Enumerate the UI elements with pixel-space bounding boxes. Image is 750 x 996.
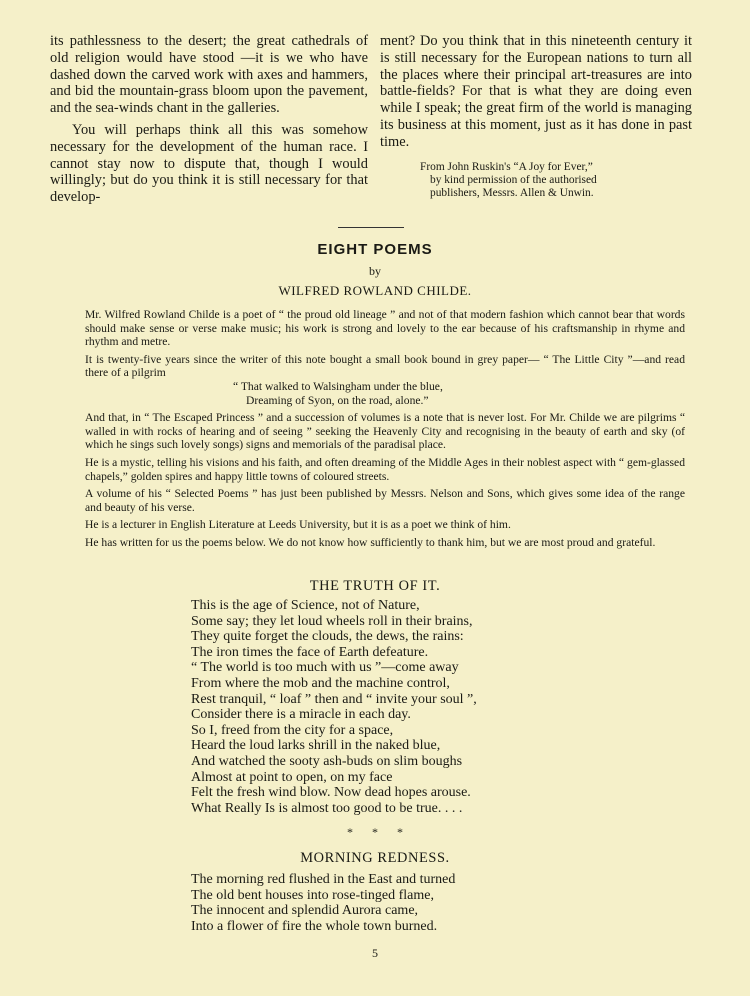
poem-line: Some say; they let loud wheels roll in their brains, [191, 613, 473, 629]
poem-title: THE TRUTH OF IT. [309, 578, 441, 594]
poem-line: So I, freed from the city for a space, [191, 722, 394, 738]
attribution-line: publishers, Messrs. Allen & Unwin. [430, 187, 594, 200]
intro-paragraph: And that, in “ The Escaped Princess ” and a succession of volumes is a note that is never lost. For Mr. Childe we are pilgrims “ walled in with rocks of hearing and of seeing ” seeking the Heavenly City and recognising in the beauty of earth and sky (of which he sings such lovely songs) signs and memorials of the paradisal place. [85, 411, 685, 452]
quote-line: Dreaming of Syon, on the road, alone.” [246, 393, 429, 407]
poem-line: They quite forget the clouds, the dews, the rains: [191, 629, 464, 645]
poem-line: And watched the sooty ash-buds on slim boughs [191, 753, 463, 769]
ruskin-paragraph: ment? Do you think that in this nineteenth century it is still necessary for the European nations to turn all the places where their principal art-treasures are into battle-fields? For that is what they are doing even while I speak; the great firm of the world is managing its business at this moment, just as it has done in past time. [380, 33, 692, 150]
section-title: EIGHT POEMS [317, 241, 433, 258]
poem-line: The innocent and splendid Aurora came, [191, 903, 419, 919]
poem-line: “ The world is too much with us ”—come away [191, 660, 459, 676]
poem-line: The old bent houses into rose-tinged flame, [191, 887, 434, 903]
poem-line: Rest tranquil, “ loaf ” then and “ invite your soul ”, [191, 691, 477, 707]
intro-paragraph: A volume of his “ Selected Poems ” has just been published by Messrs. Nelson and Sons, which gives some idea of the range and beauty of his verse. [85, 487, 685, 514]
ruskin-left-column [50, 33, 368, 206]
poem-body [191, 598, 611, 816]
poem-line: The iron times the face of Earth defeature. [191, 644, 429, 660]
poem-line: From where the mob and the machine control, [191, 675, 450, 691]
poem-line: What Really Is is almost too good to be true. . . . [191, 800, 463, 816]
intro-paragraph: He has written for us the poems below. We do not know how sufficiently to thank him, but we are most proud and grateful. [85, 535, 656, 549]
attribution-line: From John Ruskin's “A Joy for Ever,” [420, 160, 593, 173]
intro-quote [85, 380, 685, 407]
ruskin-paragraph: You will perhaps think all this was somehow necessary for the development of the human race. I cannot stay now to dispute that, though I would willingly; but do you think it is still necessary for that develop- [50, 121, 368, 206]
ruskin-right-column [380, 33, 692, 201]
author-name: WILFRED ROWLAND CHILDE. [278, 283, 472, 298]
poem-line: Into a flower of fire the whole town burned. [191, 918, 438, 934]
intro-paragraph: He is a mystic, telling his visions and his faith, and often dreaming of the Middle Ages in their noblest aspect with “ gem-glassed chapels,” golden spires and happy little towns of coloured streets. [85, 455, 685, 483]
quote-line: “ That walked to Walsingham under the blue, [233, 379, 443, 393]
poem-body [191, 872, 611, 934]
poem-line: The morning red flushed in the East and turned [191, 872, 456, 887]
intro-paragraph: It is twenty-five years since the writer of this note bought a small book bound in grey paper— “ The Little City ”—and read there of a pilgrim [85, 352, 685, 380]
ruskin-paragraph: its pathlessness to the desert; the great cathedrals of old religion would have stood —it is we who have dashed down the carved work with axes and hammers, and bid the mountain-grass bloom upon the pavement, and the sea-winds chant in the galleries. [50, 33, 368, 117]
ruskin-attribution [420, 161, 692, 201]
section-divider [338, 227, 404, 228]
poem-line: Heard the loud larks shrill in the naked blue, [191, 738, 441, 754]
poem-line: Almost at point to open, on my face [191, 769, 393, 785]
poem-line: Consider there is a miracle in each day. [191, 707, 411, 723]
poem-line: This is the age of Science, not of Nature, [191, 598, 420, 613]
poem-separator: * * * [347, 825, 403, 839]
intro-note [85, 308, 685, 554]
intro-paragraph: He is a lecturer in English Literature at Leeds University, but it is as a poet we think of him. [85, 518, 511, 532]
byline-by: by [369, 264, 381, 278]
poem-title: MORNING REDNESS. [300, 850, 450, 866]
page-number: 5 [372, 946, 378, 960]
intro-paragraph: Mr. Wilfred Rowland Childe is a poet of “ the proud old lineage ” and not of that modern fashion which cannot bear that words should make sense or verse make music; his work is strong and lovely to the ear because of his craftsmanship in rhyme and rhythm and metre. [85, 308, 685, 349]
poem-line: Felt the fresh wind blow. Now dead hopes arouse. [191, 785, 471, 801]
attribution-line: by kind permission of the authorised [430, 173, 597, 186]
